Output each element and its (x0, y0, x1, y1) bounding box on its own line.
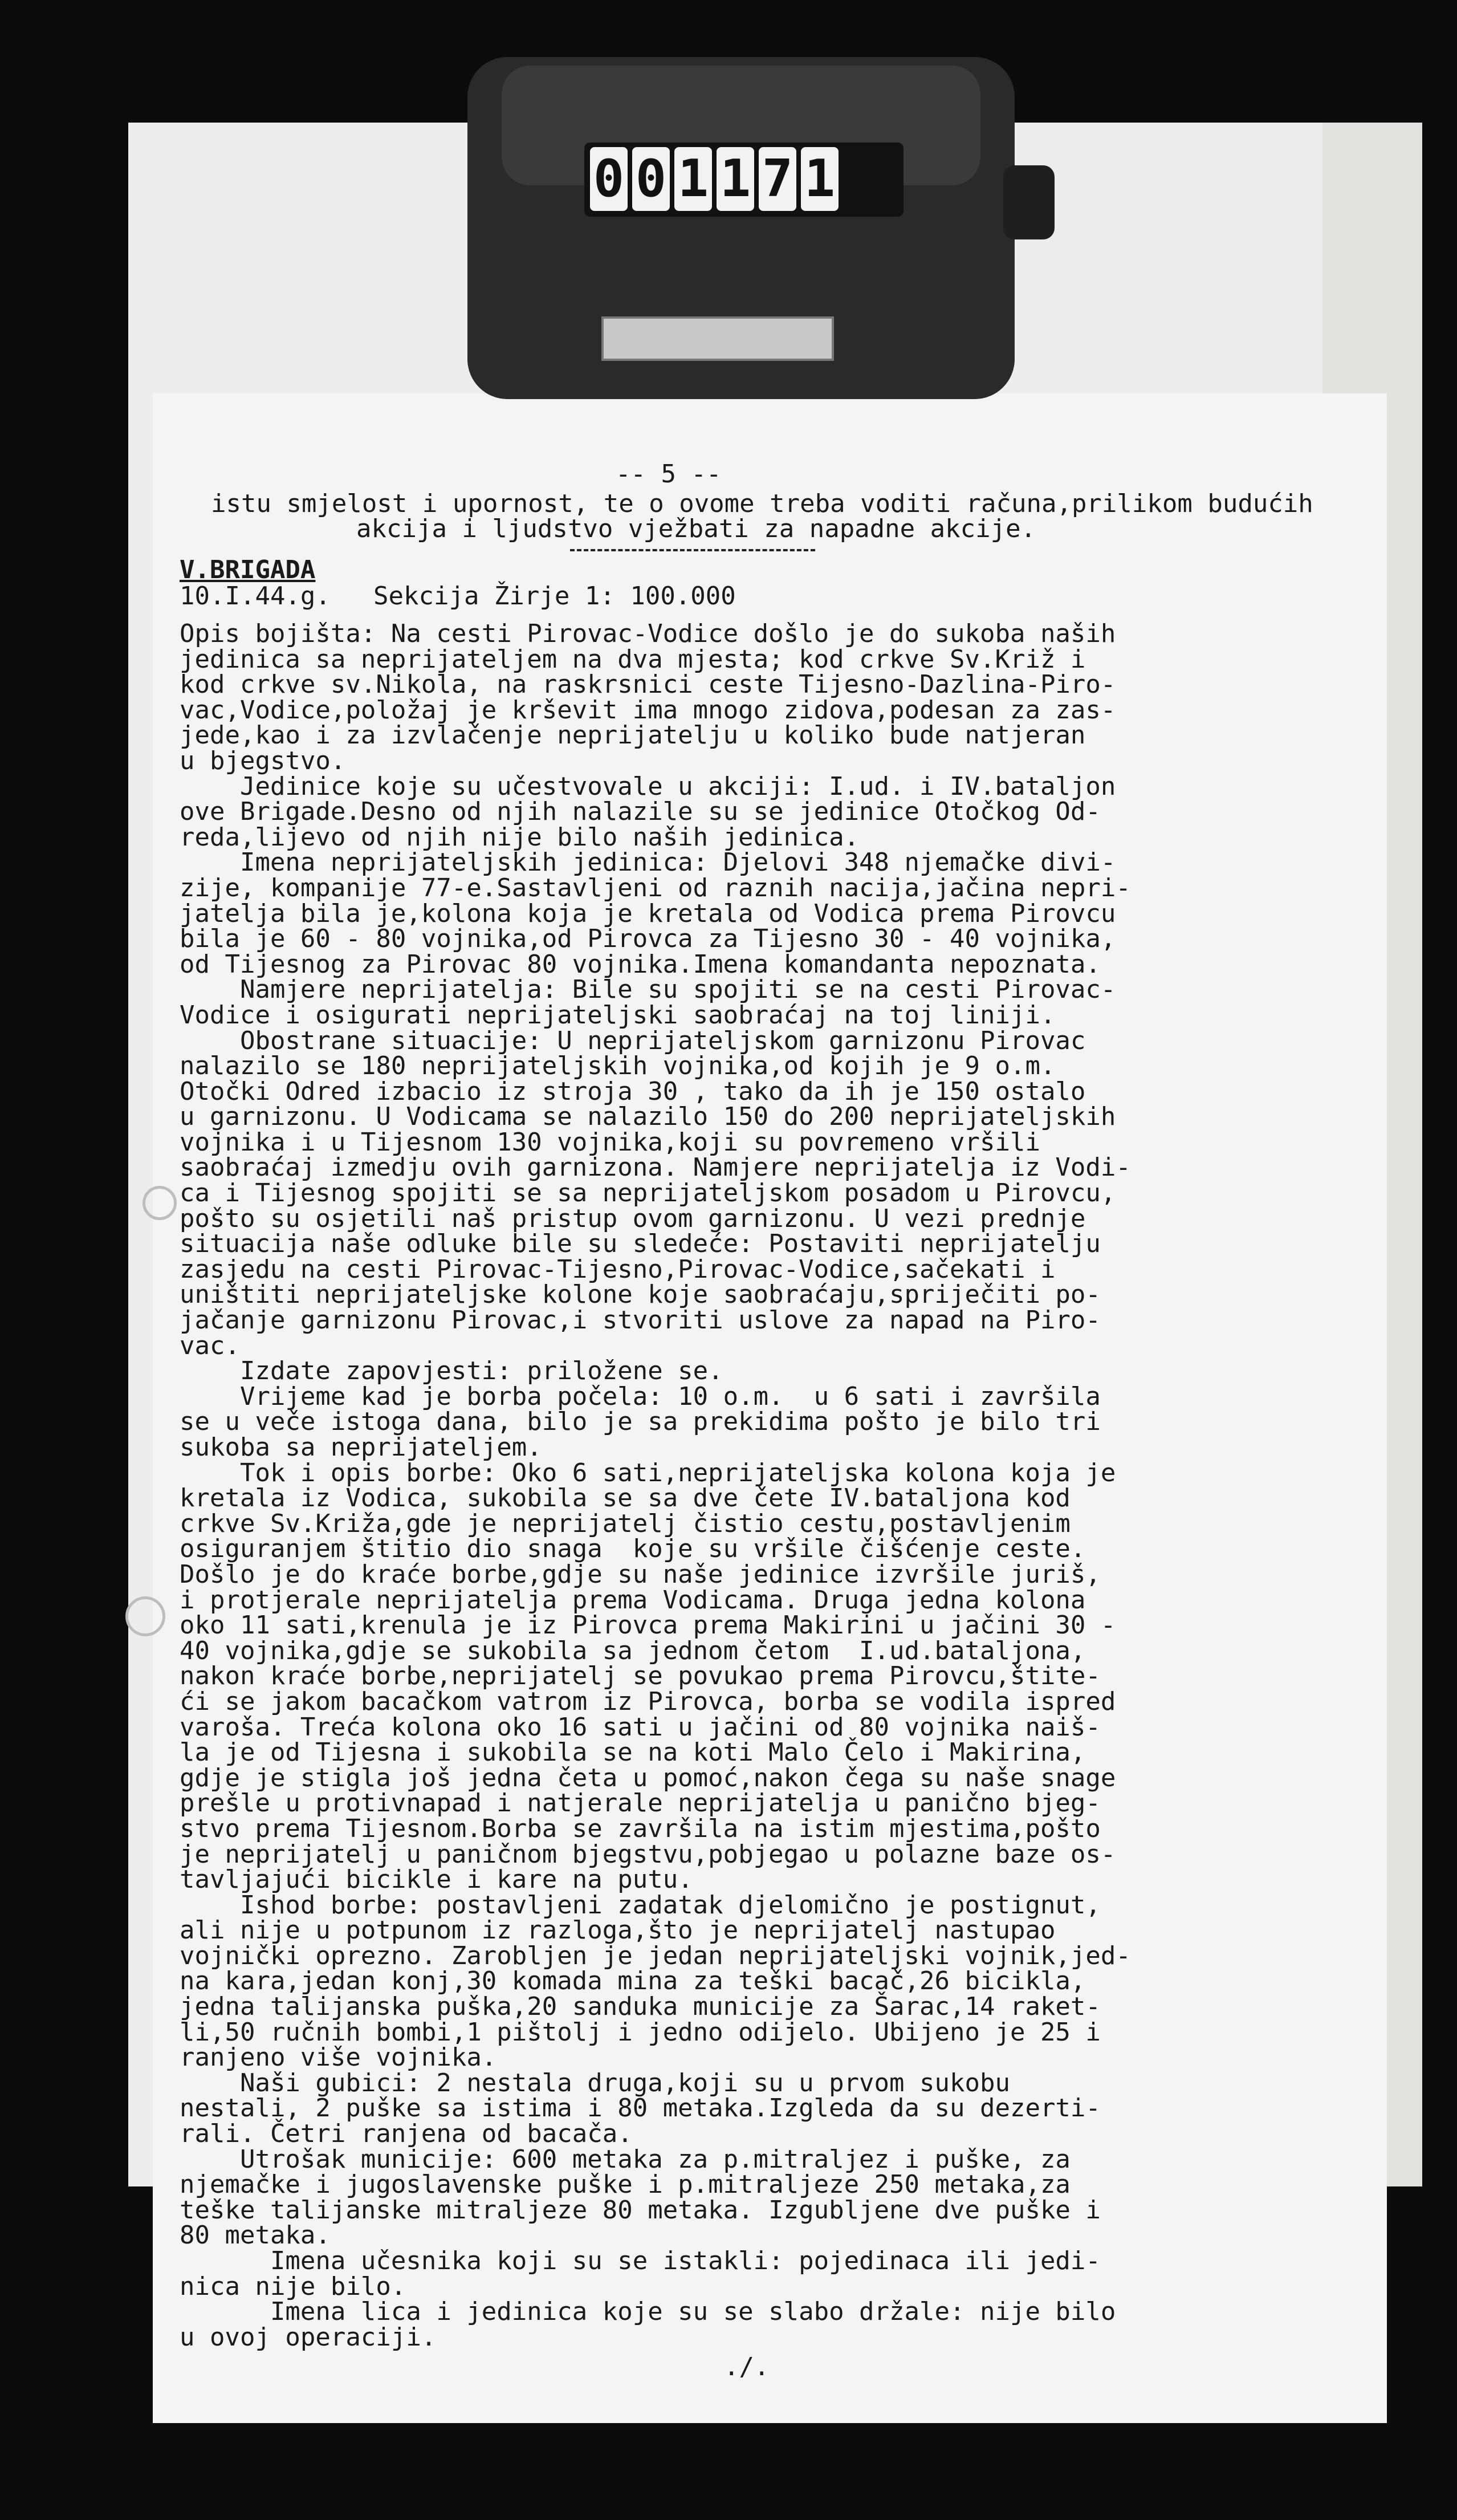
report-line: Imena lica i jedinica koje su se slabo držale: nije bilo (180, 2297, 1116, 2327)
report-line: vac. (180, 1331, 240, 1360)
punch-hole-mark (143, 1186, 177, 1220)
report-line: nakon kraće borbe,neprijatelj se povukao prema Pirovcu,štite- (180, 1661, 1101, 1691)
punch-hole-mark (125, 1596, 165, 1636)
report-line: la je od Tijesna i sukobila se na koti Malo Čelo i Makirina, (180, 1738, 1086, 1767)
report-line: jede,kao i za izvlačenje neprijatelju u koliko bude natjeran (180, 721, 1086, 750)
report-line: zasjedu na cesti Pirovac-Tijesno,Pirovac-Vodice,sačekati i (180, 1254, 1056, 1284)
report-line: i protjerale neprijatelja prema Vodicama. Druga jedna kolona (180, 1585, 1086, 1615)
counter-digit: 0 (632, 147, 670, 211)
intro-line: akcija i ljudstvo vježbati za napadne akcije. (356, 514, 1036, 543)
report-line: je neprijatelj u paničnom bjegstvu,pobjegao u polazne baze os- (180, 1839, 1116, 1869)
report-line: od Tijesnog za Pirovac 80 vojnika.Imena komandanta nepoznata. (180, 949, 1101, 979)
report-line: Imena učesnika koji su se istakli: pojedinaca ili jedi- (180, 2246, 1101, 2275)
report-line: kretala iz Vodica, sukobila se sa dve čete IV.bataljona kod (180, 1483, 1071, 1513)
report-line: reda,lijevo od njih nije bilo naših jedinica. (180, 822, 860, 852)
map-section: Sekcija Žirje 1: 100.000 (373, 582, 736, 611)
report-line: crkve Sv.Križa,gde je neprijatelj čistio cestu,postavljenim (180, 1509, 1071, 1538)
report-date: 10.I.44.g. (180, 582, 331, 611)
report-line: ranjeno više vojnika. (180, 2043, 497, 2072)
counter-digit: 0 (590, 147, 628, 211)
frame-counter-digits (590, 147, 839, 211)
report-line: situacija naše odluke bile su sledeće: Postaviti neprijatelju (180, 1229, 1101, 1259)
report-line: nestali, 2 puške sa istima i 80 metaka.Izgleda da su dezerti- (180, 2094, 1101, 2123)
report-line: oko 11 sati,krenula je iz Pirovca prema Makirini u jačini 30 - (180, 1611, 1116, 1640)
report-line: Vodice i osigurati neprijateljski saobraćaj na toj liniji. (180, 1000, 1056, 1030)
report-line: li,50 ručnih bombi,1 pištolj i jedno odijelo. Ubijeno je 25 i (180, 2017, 1101, 2047)
report-line: stvo prema Tijesnom.Borba se završila na istim mjestima,pošto (180, 1814, 1101, 1843)
report-line: 40 vojnika,gdje se sukobila sa jednom četom I.ud.bataljona, (180, 1636, 1086, 1665)
report-line: teške talijanske mitraljeze 80 metaka. Izgubljene dve puške i (180, 2195, 1101, 2225)
report-line: jatelja bila je,kolona koja je kretala od Vodica prema Pirovcu (180, 899, 1116, 928)
report-line: ći se jakom bacačkom vatrom iz Pirovca, borba se vodila ispred (180, 1686, 1116, 1716)
frame-counter-plate (601, 316, 834, 361)
report-line: Došlo je do kraće borbe,gdje su naše jedinice izvršile juriš, (180, 1559, 1101, 1589)
report-line: tavljajući bicikle i kare na putu. (180, 1865, 693, 1895)
unit-heading: V.BRIGADA (180, 555, 316, 584)
report-line: na kara,jedan konj,30 komada mina za teški bacač,26 bicikla, (180, 1966, 1086, 1996)
report-line: Izdate zapovjesti: priložene se. (180, 1356, 723, 1386)
intro-line: istu smjelost i upornost, te o ovome treba voditi računa,prilikom budućih (211, 489, 1313, 518)
counter-digit: 7 (759, 147, 796, 211)
report-line: ali nije u potpunom iz razloga,što je neprijatelj nastupao (180, 1916, 1056, 1945)
report-line: pošto su osjetili naš pristup ovom garnizonu. U vezi prednje (180, 1204, 1086, 1233)
counter-digit: 1 (717, 147, 754, 211)
report-line: vojnika i u Tijesnom 130 vojnika,koji su povremeno vršili (180, 1127, 1040, 1157)
report-line: Imena neprijateljskih jedinica: Djelovi 348 njemačke divi- (180, 848, 1116, 877)
report-line: Utrošak municije: 600 metaka za p.mitraljez i puške, za (180, 2144, 1071, 2174)
report-line: Vrijeme kad je borba počela: 10 o.m. u 6 sati i završila (180, 1381, 1101, 1411)
report-line: nalazilo se 180 neprijateljskih vojnika,od kojih je 9 o.m. (180, 1051, 1056, 1081)
report-line: jedinica sa neprijateljem na dva mjesta; kod crkve Sv.Križ i (180, 644, 1086, 674)
report-line: vac,Vodice,položaj je krševit ima mnogo zidova,podesan za zas- (180, 695, 1116, 725)
report-line: jedna talijanska puška,20 sanduka municije za Šarac,14 raket- (180, 1992, 1101, 2022)
counter-digit: 1 (801, 147, 839, 211)
report-line: bila je 60 - 80 vojnika,od Pirovca za Tijesno 30 - 40 vojnika, (180, 924, 1116, 954)
report-line: kod crkve sv.Nikola, na raskrsnici ceste Tijesno-Dazlina-Piro- (180, 670, 1116, 700)
report-line: Opis bojišta: Na cesti Pirovac-Vodice došlo je do sukoba naših (180, 619, 1116, 648)
report-line: Jedinice koje su učestvovale u akciji: I.ud. i IV.bataljon (180, 771, 1116, 801)
report-line: gdje je stigla još jedna četa u pomoć,nakon čega su naše snage (180, 1763, 1116, 1793)
report-line: ove Brigade.Desno od njih nalazile su se jedinice Otočkog Od- (180, 797, 1101, 827)
report-body (180, 621, 1131, 2350)
report-line: ca i Tijesnog spojiti se sa neprijateljskom posadom u Pirovcu, (180, 1178, 1116, 1208)
report-line: jačanje garnizonu Pirovac,i stvoriti uslove za napad na Piro- (180, 1306, 1101, 1335)
report-line: nica nije bilo. (180, 2271, 406, 2301)
report-line: rali. Četri ranjena od bacača. (180, 2119, 633, 2149)
report-line: Namjere neprijatelja: Bile su spojiti se na cesti Pirovac- (180, 975, 1116, 1005)
report-line: 80 metaka. (180, 2221, 331, 2250)
report-line: saobraćaj izmedju ovih garnizona. Namjere neprijatelja iz Vodi- (180, 1153, 1131, 1182)
report-line: zije, kompanije 77-e.Sastavljeni od raznih nacija,jačina nepri- (180, 873, 1131, 903)
report-line: Otočki Odred izbacio iz stroja 30 , tako da ih je 150 ostalo (180, 1076, 1086, 1106)
report-line: uništiti neprijateljske kolone koje saobraćaju,spriječiti po- (180, 1280, 1101, 1310)
report-line: sukoba sa neprijateljem. (180, 1433, 542, 1462)
report-line: varoša. Treća kolona oko 16 sati u jačini od 80 vojnika naiš- (180, 1712, 1101, 1742)
page-number: -- 5 -- (616, 460, 722, 489)
report-line: Tok i opis borbe: Oko 6 sati,neprijateljska kolona koja je (180, 1458, 1116, 1487)
report-line: u ovoj operaciji. (180, 2322, 437, 2352)
frame-counter-knob (1003, 165, 1055, 239)
counter-digit: 1 (674, 147, 712, 211)
report-line: u garnizonu. U Vodicama se nalazilo 150 do 200 neprijateljskih (180, 1102, 1116, 1132)
report-line: njemačke i jugoslavenske puške i p.mitraljeze 250 metaka,za (180, 2170, 1071, 2200)
report-line: se u veče istoga dana, bilo je sa prekidima pošto je bilo tri (180, 1407, 1101, 1437)
report-line: Obostrane situacije: U neprijateljskom garnizonu Pirovac (180, 1026, 1086, 1055)
report-line: Naši gubici: 2 nestala druga,koji su u prvom sukobu (180, 2068, 1010, 2098)
report-line: osiguranjem štitio dio snaga koje su vršile čišćenje ceste. (180, 1534, 1086, 1564)
report-line: prešle u protivnapad i natjerale neprijatelja u panično bjeg- (180, 1789, 1101, 1818)
report-line: u bjegstvo. (180, 746, 346, 775)
report-line: Ishod borbe: postavljeni zadatak djelomično je postignut, (180, 1890, 1101, 1920)
report-line: vojnički oprezno. Zarobljen je jedan neprijateljski vojnik,jed- (180, 1941, 1131, 1970)
separator-rule (570, 549, 815, 551)
page-continuation-mark: ./. (724, 2352, 770, 2381)
